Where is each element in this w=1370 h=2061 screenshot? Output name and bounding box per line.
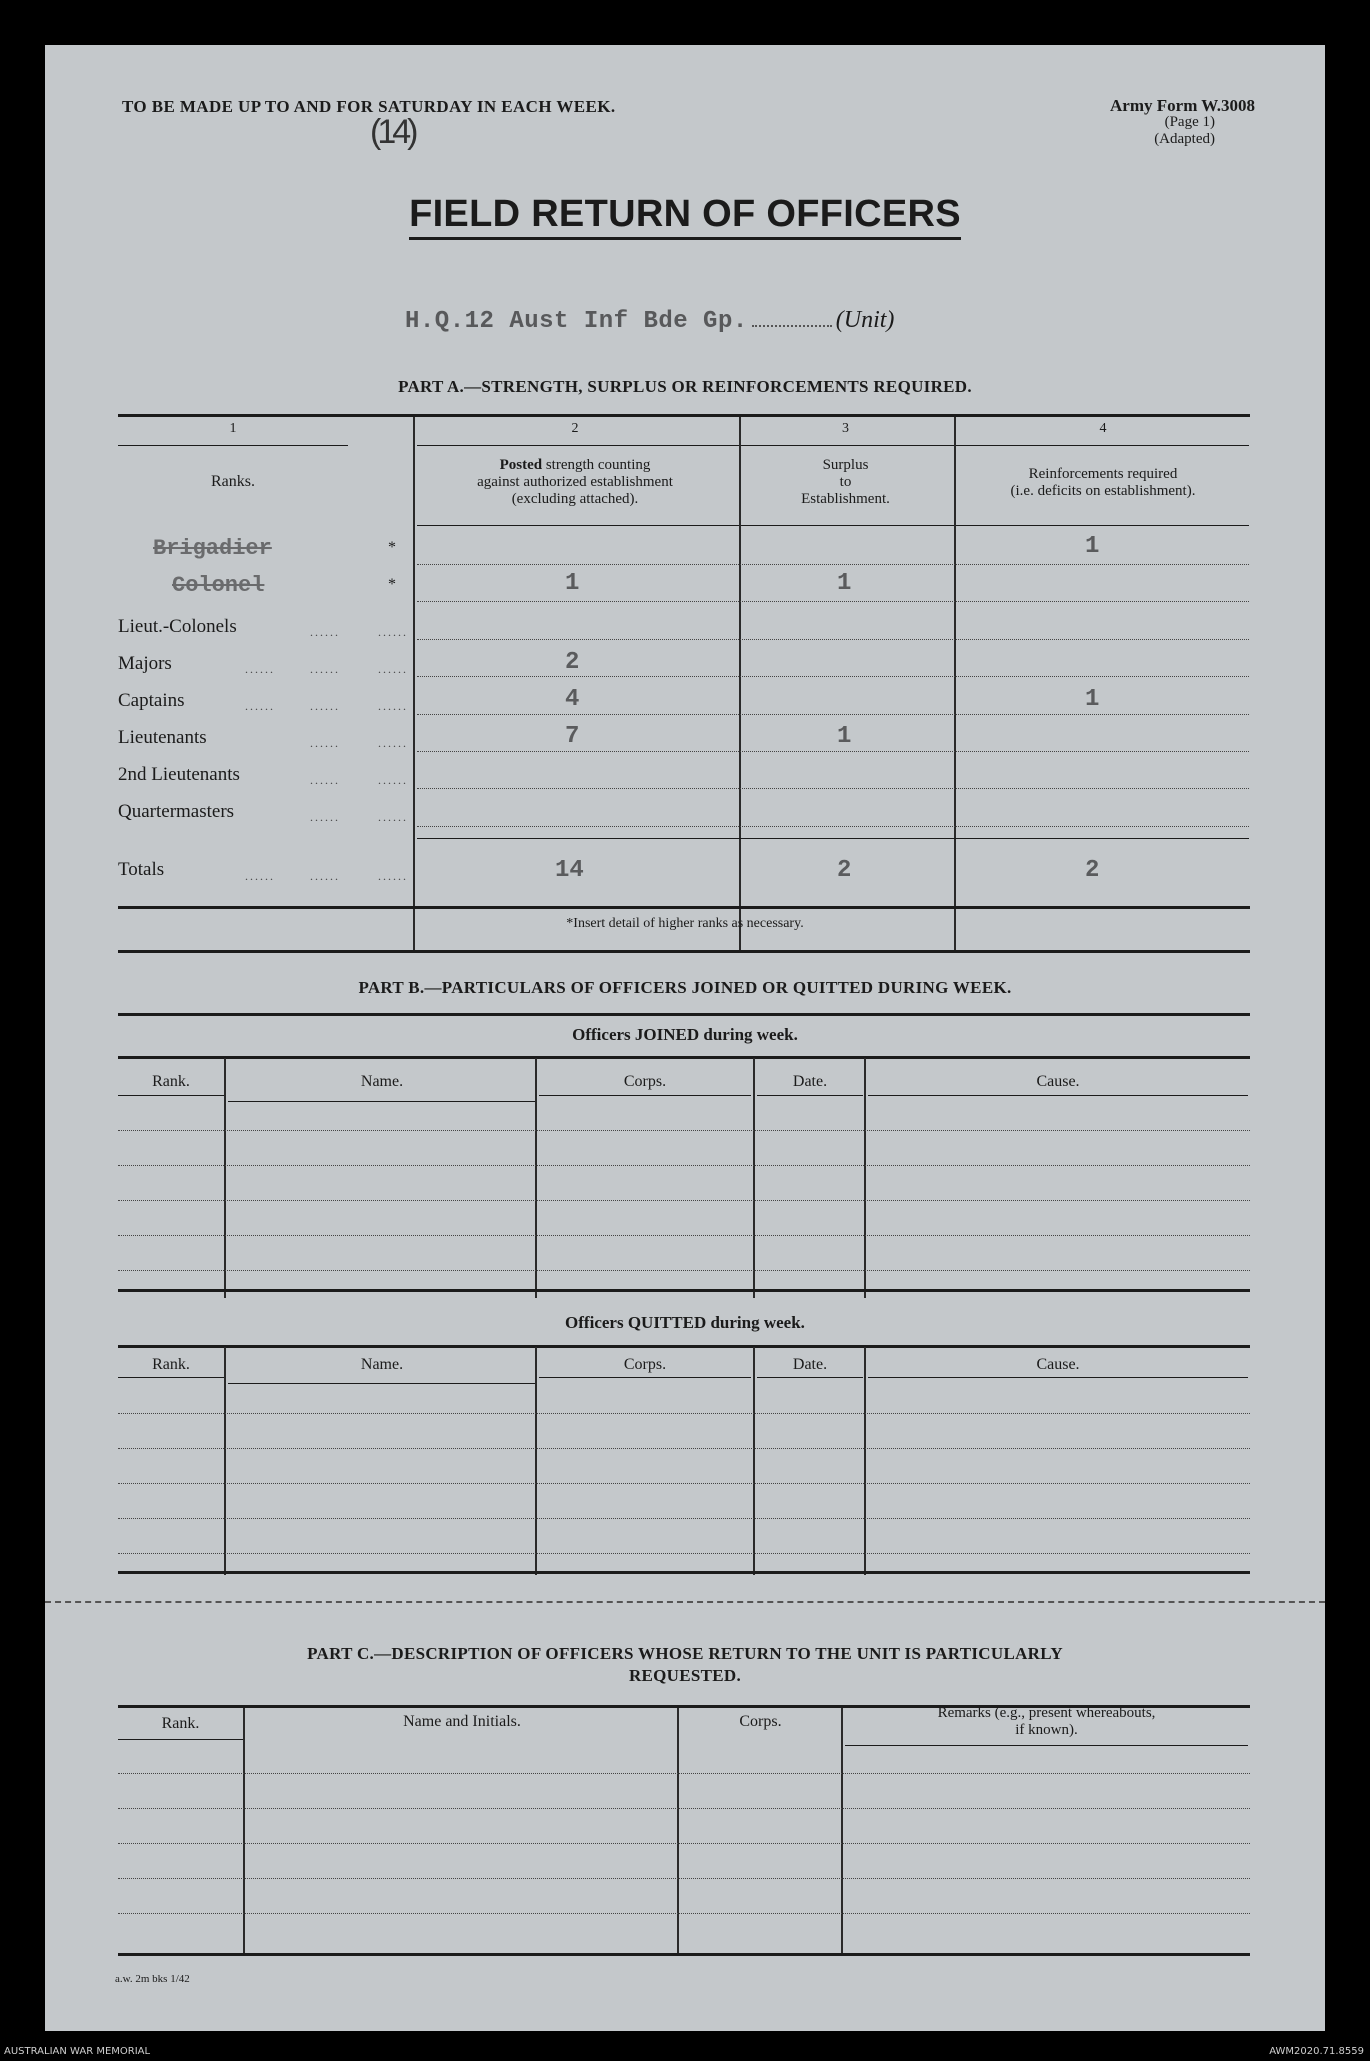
unit-label: (Unit) [835,307,895,333]
column-number-4: 4 [1099,421,1107,436]
joined-cause-header: Cause. [1036,1073,1080,1090]
footer-accession-number: AWM2020.71.8559 [1269,2046,1364,2057]
totals-posted: 14 [555,857,584,884]
surplus-header: Surplus to Establishment. [801,457,890,507]
column-number-2: 2 [571,421,579,436]
captains-reinforcements: 1 [1085,686,1100,713]
joined-date-header: Date. [792,1073,828,1090]
posted-strength-header: Posted strength counting against authorized establishment (excluding attached). [477,457,673,507]
joined-rank-header: Rank. [152,1073,190,1090]
totals-label: Totals [118,859,165,880]
joined-table-title: Officers JOINED during week. [572,1025,798,1044]
column-number-3: 3 [842,421,849,436]
partc-name-header: Name and Initials. [403,1713,521,1730]
partc-corps-header: Corps. [739,1713,782,1730]
print-code: a.w. 2m bks 1/42 [115,1973,190,1985]
column-number-1: 1 [229,421,237,436]
part-c-title: PART C.—DESCRIPTION OF OFFICERS WHOSE RETURN TO THE UNIT IS PARTICULARLY REQUESTED. [307,1644,1063,1685]
form-page: TO BE MADE UP TO AND FOR SATURDAY IN EACH WEEK. Army Form W.3008 (Page 1) (Adapted) (14) FIELD RETURN OF OFFICERS H.Q.12 Aust Inf Bde Gp. (Unit) PART A.—STRENGTH, SURPLUS OR REINFORCEMENTS REQUIRED. 1 2 3 4 Ranks. Posted strength counting against authorized establishment (excluding attached). Surplus to Establishment. Reinforcements required (i.e. deficits on establishment). Brigadier * Colonel * 1 1 1 Lieut.-Colonels ...... ...... Majors ...... ...... ...... 2 Captains ...... ...... ...... 4 1 Lieutenants ...... ...... 7 1 2nd Lieutenants ...... ...... Quartermasters ...... ...... Totals ...... ...... ...... 14 2 2 *Insert detail of higher ranks as necessary. PART B.—PARTICULARS OF OFFICERS JOINED OR QUITTED DURING WEEK. Officers JOINED during week. Rank. Name. Corps. Date. Cause. Officers QUITTED during week. Rank. Name. Corps. Date. Cause. PART C.—DESCRIPTION OF OFFICERS WHOSE RETURN TO THE UNIT IS PARTICULARLY REQUESTED. Rank. Name and Initials. Corps. Remarks (e.g., present whereabouts, if known). a.w. 2m bks 1/42 [45,45,1325,2031]
captains-posted: 4 [565,686,580,713]
quitted-table-title: Officers QUITTED during week. [565,1313,805,1332]
star-marker: * [388,576,396,593]
handwritten-number: (14) [370,113,415,151]
reinforcements-header: Reinforcements required (i.e. deficits on establishment). [1010,466,1196,499]
partc-remarks-header: Remarks (e.g., present whereabouts, if known). [937,1705,1156,1738]
part-b-title: PART B.—PARTICULARS OF OFFICERS JOINED OR QUITTED DURING WEEK. [358,978,1012,997]
page-number: (Page 1) [1164,114,1215,130]
lieutenants-surplus: 1 [837,723,852,750]
rank-majors: Majors [118,653,172,674]
colonel-surplus: 1 [837,570,852,597]
rank-2nd-lieutenants: 2nd Lieutenants [118,764,240,785]
footer-institution: AUSTRALIAN WAR MEMORIAL [4,2046,151,2057]
part-a-title: PART A.—STRENGTH, SURPLUS OR REINFORCEMENTS REQUIRED. [398,377,972,396]
lieutenants-posted: 7 [565,723,580,750]
quitted-name-header: Name. [360,1356,404,1373]
typed-rank-brigadier: Brigadier [153,536,272,561]
quitted-date-header: Date. [792,1356,828,1373]
joined-name-header: Name. [360,1073,404,1090]
form-identifier [1110,97,1255,148]
star-marker: * [388,539,396,556]
ranks-header: Ranks. [211,473,255,490]
totals-reinforcements: 2 [1085,857,1100,884]
majors-posted: 2 [565,649,580,676]
joined-corps-header: Corps. [623,1073,667,1090]
totals-surplus: 2 [837,857,852,884]
unit-field [405,307,925,335]
quitted-corps-header: Corps. [623,1356,667,1373]
adapted-note: (Adapted) [1154,131,1215,147]
brigadier-reinforcements: 1 [1085,533,1100,560]
form-number: Army Form W.3008 [1110,96,1255,115]
quitted-cause-header: Cause. [1036,1356,1080,1373]
quitted-rank-header: Rank. [152,1356,190,1373]
rank-captains: Captains [118,690,185,711]
rank-lieut-colonels: Lieut.-Colonels [118,616,237,637]
instruction-text: TO BE MADE UP TO AND FOR SATURDAY IN EACH WEEK. [122,97,616,116]
typed-rank-colonel: Colonel [172,573,265,598]
page-title: FIELD RETURN OF OFFICERS [45,193,1325,236]
footnote: *Insert detail of higher ranks as necessary. [566,916,804,931]
colonel-posted: 1 [565,570,580,597]
rank-quartermasters: Quartermasters [118,801,235,822]
unit-value: H.Q.12 Aust Inf Bde Gp. [405,308,748,335]
rank-lieutenants: Lieutenants [118,727,207,748]
partc-rank-header: Rank. [161,1715,200,1732]
